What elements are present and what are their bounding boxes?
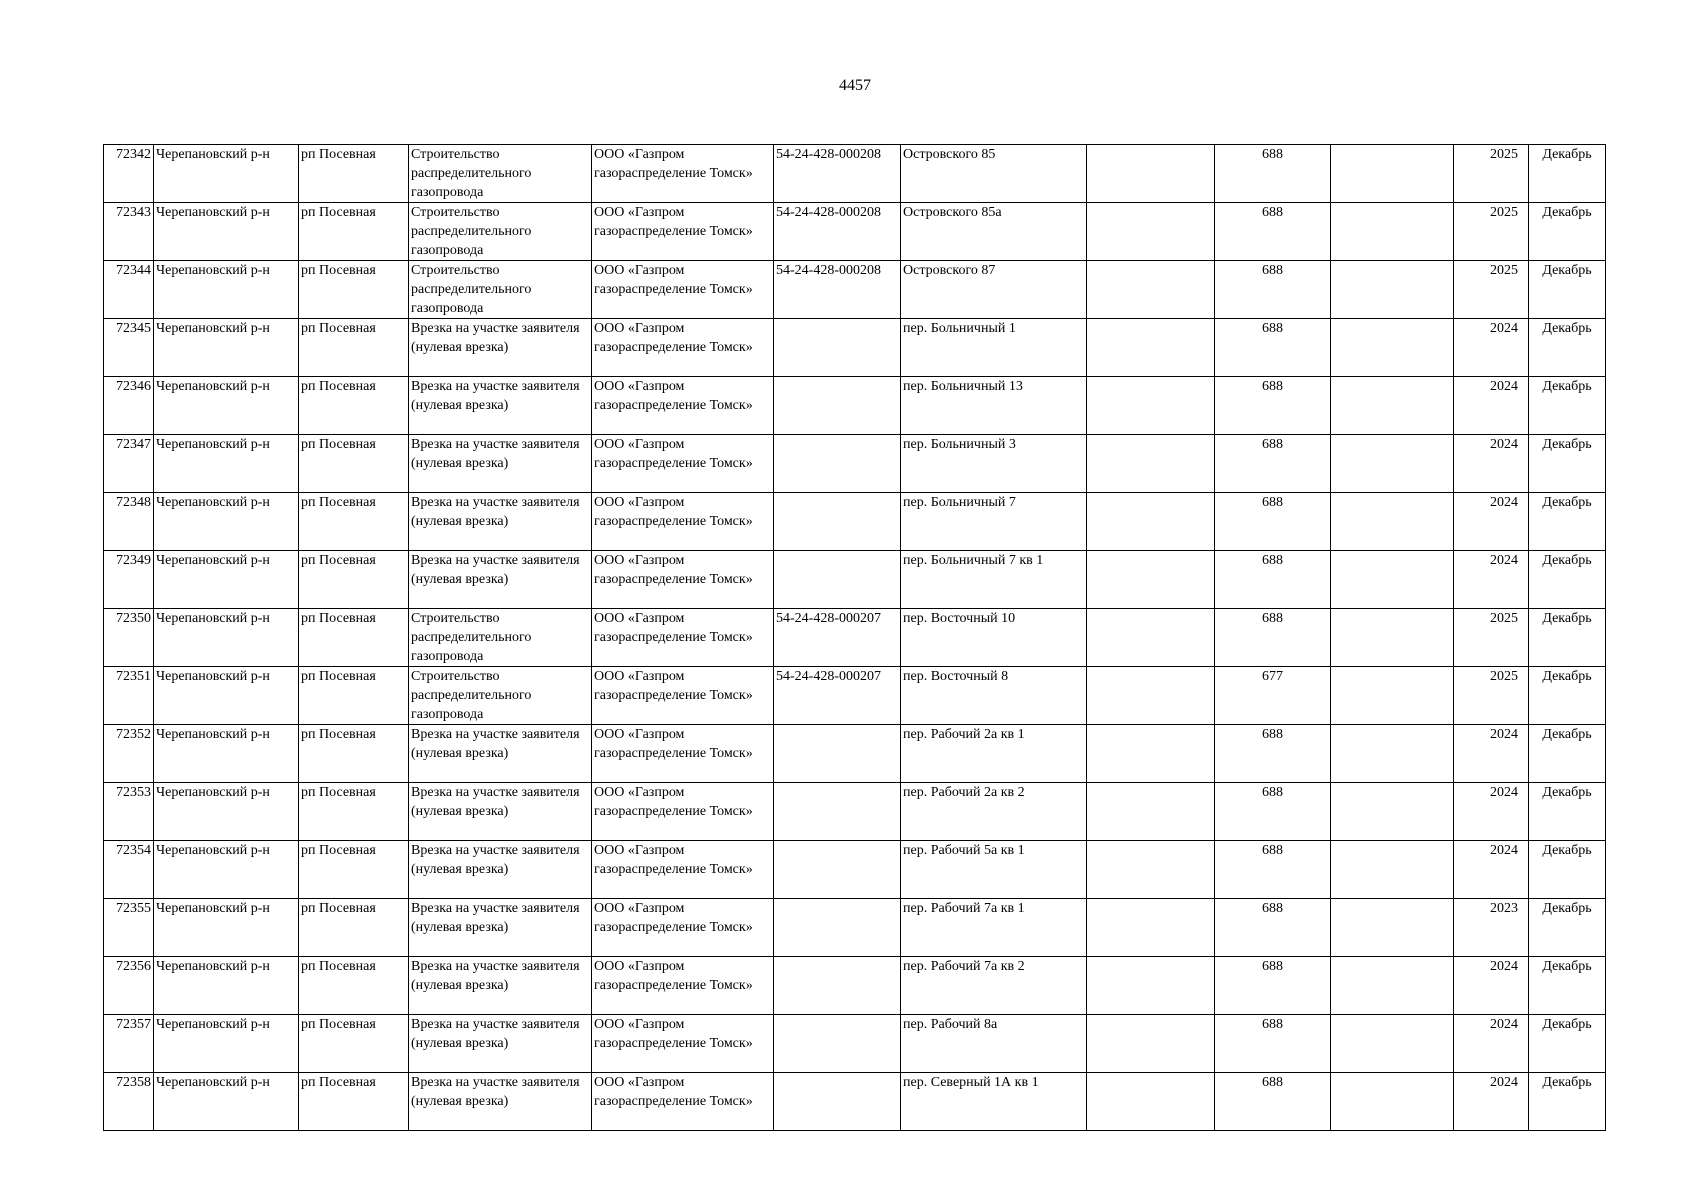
cell-month: Декабрь — [1529, 203, 1606, 261]
table-row — [104, 667, 1606, 725]
cell-cadastral-number — [774, 725, 901, 783]
cell-cadastral-number: 54-24-428-000207 — [774, 667, 901, 725]
cell-address: Островского 85а — [901, 203, 1087, 261]
table-row — [104, 783, 1606, 841]
cell-empty-a — [1087, 377, 1215, 435]
cell-settlement: рп Посевная — [299, 667, 409, 725]
cell-organization: ООО «Газпром газораспределение Томск» — [592, 551, 774, 609]
cell-cadastral-number — [774, 377, 901, 435]
cell-value: 688 — [1215, 261, 1331, 319]
cell-record-number: 72355 — [104, 899, 154, 957]
cell-record-number: 72349 — [104, 551, 154, 609]
cell-empty-b — [1331, 261, 1454, 319]
cell-district: Черепановский р-н — [154, 377, 299, 435]
cell-value: 688 — [1215, 1015, 1331, 1073]
cell-organization: ООО «Газпром газораспределение Томск» — [592, 1073, 774, 1131]
table-row — [104, 1015, 1606, 1073]
cell-record-number: 72345 — [104, 319, 154, 377]
cell-value: 677 — [1215, 667, 1331, 725]
table-row — [104, 957, 1606, 1015]
cell-settlement: рп Посевная — [299, 261, 409, 319]
cell-empty-b — [1331, 435, 1454, 493]
cell-district: Черепановский р-н — [154, 493, 299, 551]
cell-value: 688 — [1215, 319, 1331, 377]
cell-empty-a — [1087, 493, 1215, 551]
cell-month: Декабрь — [1529, 841, 1606, 899]
cell-record-number: 72357 — [104, 1015, 154, 1073]
cell-address: пер. Рабочий 5а кв 1 — [901, 841, 1087, 899]
table-row — [104, 203, 1606, 261]
cell-month: Декабрь — [1529, 1015, 1606, 1073]
cell-year: 2025 — [1454, 261, 1529, 319]
cell-record-number: 72343 — [104, 203, 154, 261]
cell-organization: ООО «Газпром газораспределение Томск» — [592, 783, 774, 841]
cell-district: Черепановский р-н — [154, 1015, 299, 1073]
cell-empty-a — [1087, 725, 1215, 783]
cell-empty-b — [1331, 667, 1454, 725]
cell-month: Декабрь — [1529, 609, 1606, 667]
cell-record-number: 72348 — [104, 493, 154, 551]
cell-empty-b — [1331, 899, 1454, 957]
cell-value: 688 — [1215, 551, 1331, 609]
cell-year: 2024 — [1454, 841, 1529, 899]
cell-month: Декабрь — [1529, 145, 1606, 203]
cell-empty-b — [1331, 551, 1454, 609]
cell-work-type: Строительство распределительного газопровода — [409, 145, 592, 203]
cell-empty-b — [1331, 609, 1454, 667]
cell-address: пер. Восточный 10 — [901, 609, 1087, 667]
cell-empty-a — [1087, 1015, 1215, 1073]
cell-year: 2024 — [1454, 435, 1529, 493]
cell-month: Декабрь — [1529, 725, 1606, 783]
cell-year: 2024 — [1454, 1015, 1529, 1073]
cell-settlement: рп Посевная — [299, 1073, 409, 1131]
cell-address: пер. Больничный 7 кв 1 — [901, 551, 1087, 609]
cell-organization: ООО «Газпром газораспределение Томск» — [592, 609, 774, 667]
cell-district: Черепановский р-н — [154, 319, 299, 377]
cell-empty-b — [1331, 493, 1454, 551]
cell-empty-b — [1331, 203, 1454, 261]
table-row — [104, 261, 1606, 319]
cell-district: Черепановский р-н — [154, 725, 299, 783]
cell-value: 688 — [1215, 899, 1331, 957]
cell-empty-b — [1331, 1073, 1454, 1131]
cell-district: Черепановский р-н — [154, 261, 299, 319]
table-row — [104, 435, 1606, 493]
table-row — [104, 1073, 1606, 1131]
cell-empty-b — [1331, 783, 1454, 841]
cell-empty-a — [1087, 145, 1215, 203]
registry-table — [103, 144, 1606, 1131]
table-row — [104, 725, 1606, 783]
cell-cadastral-number — [774, 1015, 901, 1073]
cell-record-number: 72351 — [104, 667, 154, 725]
cell-empty-a — [1087, 841, 1215, 899]
cell-settlement: рп Посевная — [299, 783, 409, 841]
cell-organization: ООО «Газпром газораспределение Томск» — [592, 203, 774, 261]
cell-address: пер. Больничный 7 — [901, 493, 1087, 551]
cell-work-type: Врезка на участке заявителя (нулевая врезка) — [409, 957, 592, 1015]
cell-district: Черепановский р-н — [154, 609, 299, 667]
cell-empty-b — [1331, 145, 1454, 203]
cell-empty-a — [1087, 609, 1215, 667]
cell-district: Черепановский р-н — [154, 899, 299, 957]
cell-work-type: Врезка на участке заявителя (нулевая врезка) — [409, 377, 592, 435]
table-row — [104, 609, 1606, 667]
cell-cadastral-number — [774, 899, 901, 957]
cell-address: пер. Северный 1А кв 1 — [901, 1073, 1087, 1131]
table-row — [104, 377, 1606, 435]
cell-district: Черепановский р-н — [154, 551, 299, 609]
cell-empty-a — [1087, 957, 1215, 1015]
cell-organization: ООО «Газпром газораспределение Томск» — [592, 145, 774, 203]
cell-empty-b — [1331, 725, 1454, 783]
registry-body — [104, 145, 1606, 1131]
cell-organization: ООО «Газпром газораспределение Томск» — [592, 841, 774, 899]
cell-value: 688 — [1215, 841, 1331, 899]
cell-month: Декабрь — [1529, 957, 1606, 1015]
cell-work-type: Врезка на участке заявителя (нулевая врезка) — [409, 783, 592, 841]
cell-record-number: 72353 — [104, 783, 154, 841]
cell-work-type: Строительство распределительного газопровода — [409, 261, 592, 319]
cell-record-number: 72358 — [104, 1073, 154, 1131]
cell-value: 688 — [1215, 725, 1331, 783]
cell-record-number: 72350 — [104, 609, 154, 667]
cell-address: пер. Больничный 3 — [901, 435, 1087, 493]
cell-empty-a — [1087, 435, 1215, 493]
cell-cadastral-number: 54-24-428-000208 — [774, 145, 901, 203]
cell-cadastral-number — [774, 493, 901, 551]
cell-value: 688 — [1215, 435, 1331, 493]
cell-month: Декабрь — [1529, 319, 1606, 377]
table-row — [104, 899, 1606, 957]
cell-month: Декабрь — [1529, 551, 1606, 609]
cell-value: 688 — [1215, 957, 1331, 1015]
cell-value: 688 — [1215, 145, 1331, 203]
cell-month: Декабрь — [1529, 783, 1606, 841]
cell-organization: ООО «Газпром газораспределение Томск» — [592, 261, 774, 319]
cell-value: 688 — [1215, 609, 1331, 667]
cell-cadastral-number — [774, 435, 901, 493]
cell-settlement: рп Посевная — [299, 841, 409, 899]
cell-work-type: Врезка на участке заявителя (нулевая врезка) — [409, 319, 592, 377]
cell-district: Черепановский р-н — [154, 667, 299, 725]
cell-empty-b — [1331, 957, 1454, 1015]
table-row — [104, 551, 1606, 609]
cell-month: Декабрь — [1529, 667, 1606, 725]
cell-settlement: рп Посевная — [299, 957, 409, 1015]
cell-cadastral-number — [774, 1073, 901, 1131]
cell-year: 2024 — [1454, 319, 1529, 377]
cell-cadastral-number — [774, 957, 901, 1015]
cell-empty-a — [1087, 783, 1215, 841]
cell-organization: ООО «Газпром газораспределение Томск» — [592, 435, 774, 493]
cell-organization: ООО «Газпром газораспределение Томск» — [592, 725, 774, 783]
cell-district: Черепановский р-н — [154, 1073, 299, 1131]
cell-record-number: 72346 — [104, 377, 154, 435]
cell-cadastral-number — [774, 841, 901, 899]
cell-settlement: рп Посевная — [299, 551, 409, 609]
cell-year: 2024 — [1454, 551, 1529, 609]
cell-address: пер. Восточный 8 — [901, 667, 1087, 725]
cell-work-type: Врезка на участке заявителя (нулевая врезка) — [409, 1073, 592, 1131]
cell-settlement: рп Посевная — [299, 725, 409, 783]
cell-month: Декабрь — [1529, 435, 1606, 493]
cell-year: 2024 — [1454, 957, 1529, 1015]
cell-year: 2025 — [1454, 609, 1529, 667]
cell-organization: ООО «Газпром газораспределение Томск» — [592, 319, 774, 377]
cell-organization: ООО «Газпром газораспределение Томск» — [592, 899, 774, 957]
cell-district: Черепановский р-н — [154, 783, 299, 841]
cell-value: 688 — [1215, 1073, 1331, 1131]
cell-settlement: рп Посевная — [299, 435, 409, 493]
cell-value: 688 — [1215, 203, 1331, 261]
cell-work-type: Врезка на участке заявителя (нулевая врезка) — [409, 899, 592, 957]
cell-month: Декабрь — [1529, 1073, 1606, 1131]
table-row — [104, 841, 1606, 899]
cell-empty-b — [1331, 841, 1454, 899]
cell-district: Черепановский р-н — [154, 203, 299, 261]
cell-year: 2025 — [1454, 203, 1529, 261]
cell-record-number: 72347 — [104, 435, 154, 493]
cell-cadastral-number: 54-24-428-000208 — [774, 261, 901, 319]
cell-work-type: Врезка на участке заявителя (нулевая врезка) — [409, 841, 592, 899]
cell-year: 2024 — [1454, 783, 1529, 841]
cell-month: Декабрь — [1529, 493, 1606, 551]
cell-empty-b — [1331, 1015, 1454, 1073]
cell-organization: ООО «Газпром газораспределение Томск» — [592, 667, 774, 725]
cell-address: пер. Больничный 13 — [901, 377, 1087, 435]
cell-address: Островского 85 — [901, 145, 1087, 203]
cell-empty-a — [1087, 203, 1215, 261]
cell-work-type: Строительство распределительного газопровода — [409, 667, 592, 725]
cell-year: 2024 — [1454, 377, 1529, 435]
cell-year: 2024 — [1454, 725, 1529, 783]
cell-record-number: 72342 — [104, 145, 154, 203]
table-row — [104, 319, 1606, 377]
cell-empty-a — [1087, 1073, 1215, 1131]
cell-work-type: Строительство распределительного газопровода — [409, 203, 592, 261]
cell-record-number: 72356 — [104, 957, 154, 1015]
cell-address: пер. Рабочий 7а кв 1 — [901, 899, 1087, 957]
table-row — [104, 493, 1606, 551]
cell-settlement: рп Посевная — [299, 493, 409, 551]
cell-settlement: рп Посевная — [299, 203, 409, 261]
cell-work-type: Врезка на участке заявителя (нулевая врезка) — [409, 551, 592, 609]
table-row — [104, 145, 1606, 203]
cell-settlement: рп Посевная — [299, 1015, 409, 1073]
cell-work-type: Врезка на участке заявителя (нулевая врезка) — [409, 725, 592, 783]
cell-address: пер. Рабочий 8а — [901, 1015, 1087, 1073]
page-number: 4457 — [839, 77, 871, 94]
cell-district: Черепановский р-н — [154, 957, 299, 1015]
cell-address: Островского 87 — [901, 261, 1087, 319]
cell-work-type: Строительство распределительного газопровода — [409, 609, 592, 667]
cell-empty-b — [1331, 319, 1454, 377]
cell-district: Черепановский р-н — [154, 841, 299, 899]
cell-cadastral-number — [774, 783, 901, 841]
cell-year: 2024 — [1454, 1073, 1529, 1131]
cell-year: 2023 — [1454, 899, 1529, 957]
cell-district: Черепановский р-н — [154, 435, 299, 493]
cell-value: 688 — [1215, 783, 1331, 841]
cell-work-type: Врезка на участке заявителя (нулевая врезка) — [409, 435, 592, 493]
cell-empty-a — [1087, 551, 1215, 609]
cell-organization: ООО «Газпром газораспределение Томск» — [592, 493, 774, 551]
cell-organization: ООО «Газпром газораспределение Томск» — [592, 957, 774, 1015]
cell-work-type: Врезка на участке заявителя (нулевая врезка) — [409, 493, 592, 551]
cell-value: 688 — [1215, 493, 1331, 551]
cell-year: 2025 — [1454, 667, 1529, 725]
cell-cadastral-number: 54-24-428-000208 — [774, 203, 901, 261]
cell-address: пер. Рабочий 7а кв 2 — [901, 957, 1087, 1015]
cell-month: Декабрь — [1529, 377, 1606, 435]
cell-empty-a — [1087, 899, 1215, 957]
cell-record-number: 72354 — [104, 841, 154, 899]
cell-organization: ООО «Газпром газораспределение Томск» — [592, 1015, 774, 1073]
cell-year: 2024 — [1454, 493, 1529, 551]
cell-empty-a — [1087, 667, 1215, 725]
cell-organization: ООО «Газпром газораспределение Томск» — [592, 377, 774, 435]
cell-empty-a — [1087, 319, 1215, 377]
cell-address: пер. Больничный 1 — [901, 319, 1087, 377]
cell-cadastral-number — [774, 319, 901, 377]
cell-empty-b — [1331, 377, 1454, 435]
cell-record-number: 72344 — [104, 261, 154, 319]
cell-settlement: рп Посевная — [299, 377, 409, 435]
cell-address: пер. Рабочий 2а кв 2 — [901, 783, 1087, 841]
cell-address: пер. Рабочий 2а кв 1 — [901, 725, 1087, 783]
cell-empty-a — [1087, 261, 1215, 319]
cell-settlement: рп Посевная — [299, 145, 409, 203]
cell-month: Декабрь — [1529, 261, 1606, 319]
cell-cadastral-number: 54-24-428-000207 — [774, 609, 901, 667]
cell-settlement: рп Посевная — [299, 899, 409, 957]
cell-record-number: 72352 — [104, 725, 154, 783]
cell-year: 2025 — [1454, 145, 1529, 203]
cell-settlement: рп Посевная — [299, 319, 409, 377]
cell-cadastral-number — [774, 551, 901, 609]
cell-work-type: Врезка на участке заявителя (нулевая врезка) — [409, 1015, 592, 1073]
cell-district: Черепановский р-н — [154, 145, 299, 203]
cell-month: Декабрь — [1529, 899, 1606, 957]
cell-settlement: рп Посевная — [299, 609, 409, 667]
cell-value: 688 — [1215, 377, 1331, 435]
